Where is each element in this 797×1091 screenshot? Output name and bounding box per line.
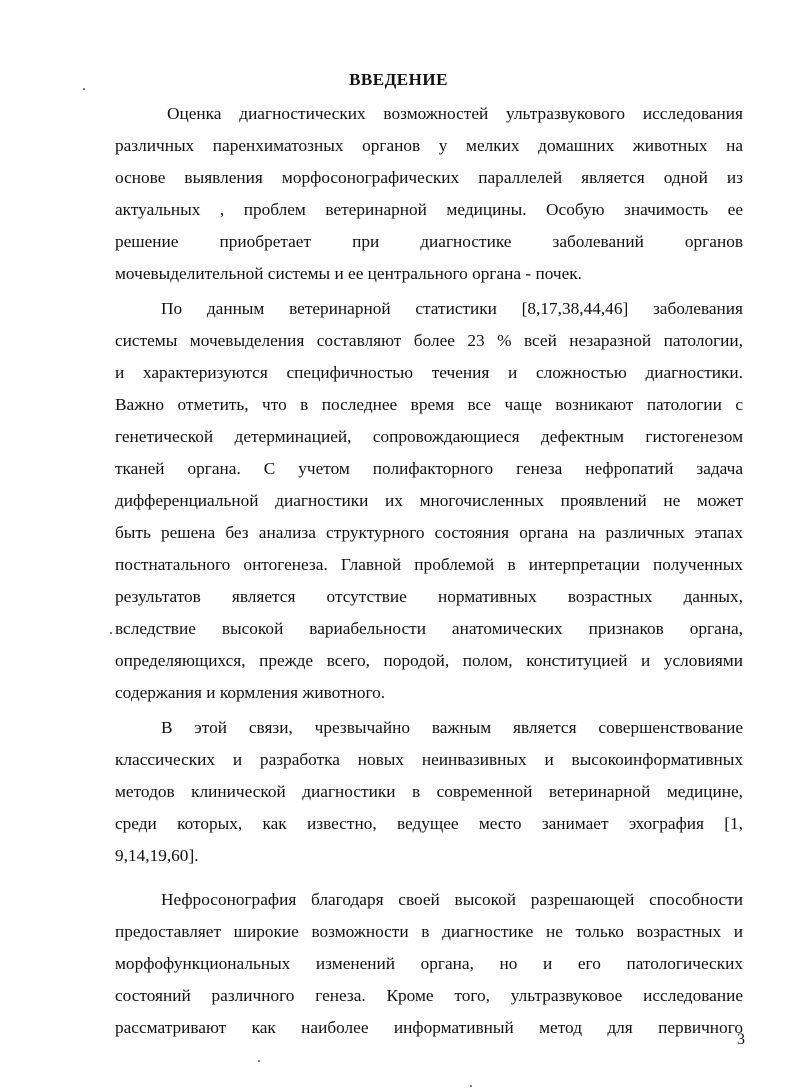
text-line: определяющихся, прежде всего, породой, полом, конституцией и условиями <box>115 651 743 670</box>
text-line: Важно отметить, что в последнее время все чаще возникают патологии с <box>115 395 743 414</box>
text-line: и характеризуются специфичностью течения и сложностью диагностики. <box>115 363 743 382</box>
text-line: методов клинической диагностики в современной ветеринарной медицине, <box>115 782 743 801</box>
body-text <box>115 98 743 1044</box>
text-line: системы мочевыделения составляют более 23 % всей незаразной патологии, <box>115 331 743 350</box>
text-line: генетической детерминацией, сопровождающиеся дефектным гистогенезом <box>115 427 743 446</box>
text-line: быть решена без анализа структурного состояния органа на различных этапах <box>115 523 743 542</box>
text-line: дифференциальной диагностики их многочисленных проявлений не может <box>115 491 743 510</box>
paragraph-2 <box>115 293 743 709</box>
text-line: предоставляет широкие возможности в диагностике не только возрастных и <box>115 922 743 941</box>
scan-speck <box>110 632 112 634</box>
scan-speck <box>470 1085 472 1087</box>
text-line: состояний различного генеза. Кроме того, ультразвуковое исследование <box>115 986 743 1005</box>
text-line: рассматривают как наиболее информативный метод для первичного <box>115 1018 743 1037</box>
text-line: По данным ветеринарной статистики [8,17,38,44,46] заболевания <box>161 299 743 318</box>
text-line: морфофункциональных изменений органа, но и его патологических <box>115 954 743 973</box>
text-line: классических и разработка новых неинвазивных и высокоинформативных <box>115 750 743 769</box>
paragraph-4 <box>115 884 743 1044</box>
page-number: 3 <box>737 1031 745 1048</box>
text-line: 9,14,19,60]. <box>115 846 199 865</box>
text-line: Нефросонография благодаря своей высокой разрешающей способности <box>161 890 743 909</box>
text-line: основе выявления морфосонографических параллелей является одной из <box>115 168 743 187</box>
text-line: актуальных , проблем ветеринарной медицины. Особую значимость ее <box>115 200 743 219</box>
text-line: вследствие высокой вариабельности анатомических признаков органа, <box>115 619 743 638</box>
text-line: тканей органа. С учетом полифакторного генеза нефропатий задача <box>115 459 743 478</box>
text-line: среди которых, как известно, ведущее место занимает эхография [1, <box>115 814 743 833</box>
page-title: ВВЕДЕНИЕ <box>349 70 448 89</box>
text-line: различных паренхиматозных органов у мелких домашних животных на <box>115 136 743 155</box>
text-line: результатов является отсутствие нормативных возрастных данных, <box>115 587 743 606</box>
text-line: мочевыделительной системы и ее центрального органа - почек. <box>115 264 582 283</box>
text-line: постнатального онтогенеза. Главной проблемой в интерпретации полученных <box>115 555 743 574</box>
text-line: Оценка диагностических возможностей ультразвукового исследования <box>167 104 743 123</box>
scan-speck <box>258 1060 260 1062</box>
paragraph-1 <box>115 98 743 290</box>
text-line: решение приобретает при диагностике заболеваний органов <box>115 232 743 251</box>
paragraph-3 <box>115 712 743 872</box>
text-line: содержания и кормления животного. <box>115 683 386 702</box>
text-line: В этой связи, чрезвычайно важным является совершенствование <box>161 718 743 737</box>
